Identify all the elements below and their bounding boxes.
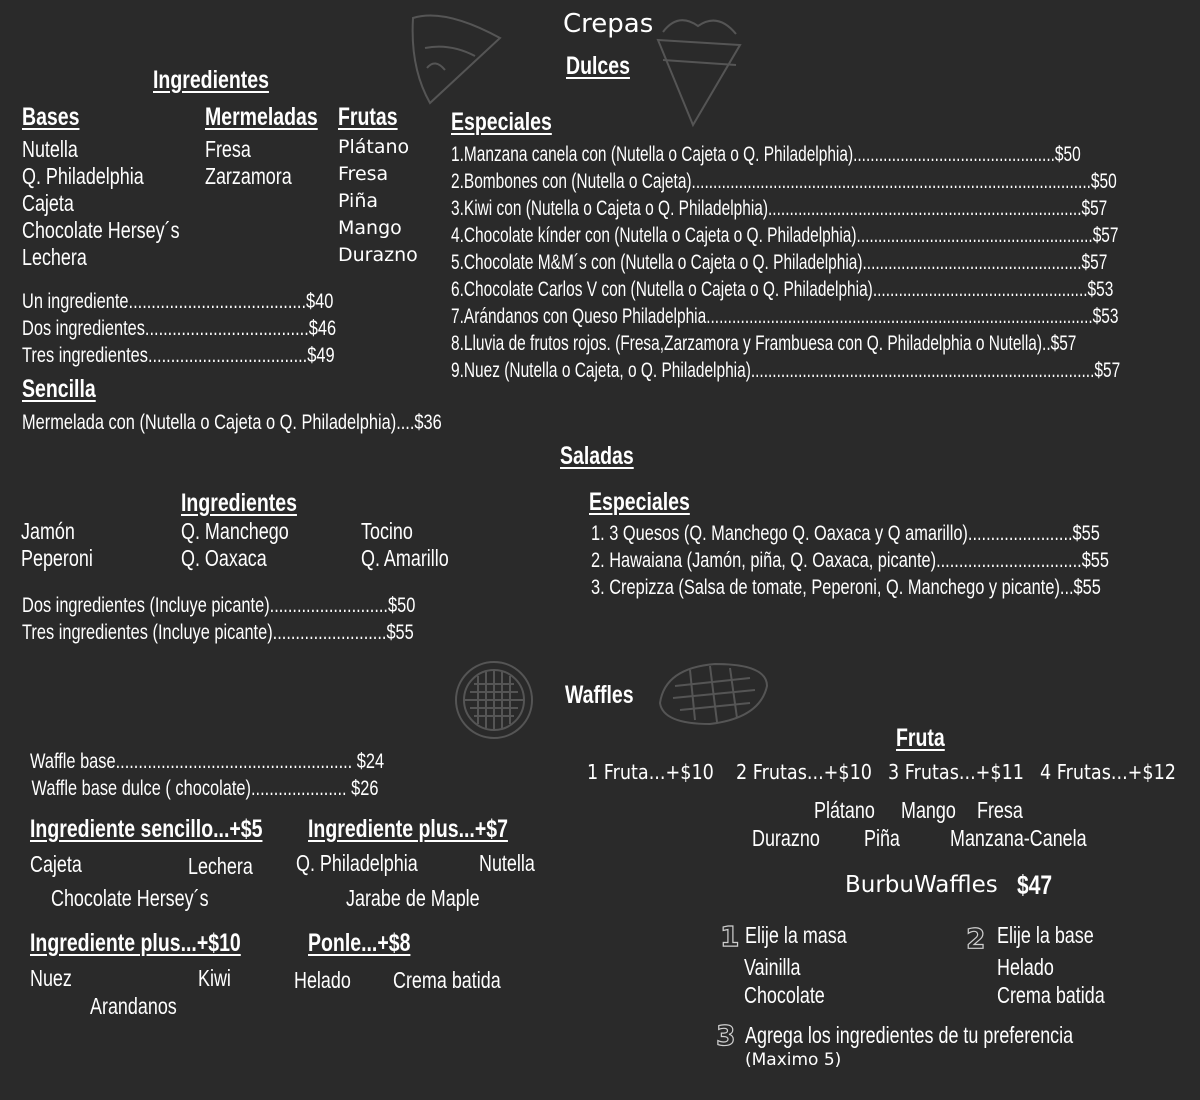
plus7-item: Jarabe de Maple: [346, 885, 480, 911]
frutas-column: [338, 103, 418, 269]
ponle-item: Helado: [294, 967, 351, 993]
step-2-title: Elije la base: [997, 922, 1094, 948]
burbuwaffles-price: $47: [1017, 870, 1053, 900]
fruta-option: Durazno: [752, 825, 820, 851]
burbuwaffles-title: BurbuWaffles: [845, 872, 998, 898]
page-title: Crepas: [563, 9, 654, 39]
base-item: Cajeta: [22, 190, 74, 216]
sencilla-line: Mermelada con (Nutella o Cajeta o Q. Philadelphia)....$36: [22, 411, 442, 434]
fruta-item: Plátano: [338, 136, 410, 158]
sencillo-item: Lechera: [188, 853, 253, 879]
fruta-price: 4 Frutas...+$12: [1040, 760, 1177, 784]
especial-item: 1.Manzana canela con (Nutella o Cajeta o Q. Philadelphia)...............................................$50: [451, 143, 1081, 166]
plus7-item: Nutella: [479, 850, 535, 876]
waffle-base-pricing: [30, 748, 384, 802]
mermeladas-heading: Mermeladas: [205, 103, 318, 131]
salada-ingrediente: Q. Oaxaca: [181, 545, 267, 571]
especial-item: 8.Lluvia de frutos rojos. (Fresa,Zarzamora y Frambuesa con Q. Philadelphia o Nutella)..$57: [451, 332, 1077, 355]
bases-column: [22, 103, 180, 271]
plus10-item: Kiwi: [198, 965, 231, 991]
waffles-heading: Waffles: [565, 681, 634, 709]
fruta-option: Fresa: [977, 797, 1023, 823]
price-line: Waffle base dulce ( chocolate)..................... $26: [31, 777, 379, 800]
ponle-heading: Ponle...+$8: [308, 929, 411, 957]
especial-item: 4.Chocolate kínder con (Nutella o Cajeta o Q. Philadelphia).......................................................$57: [451, 224, 1119, 247]
plus7-item: Q. Philadelphia: [296, 850, 418, 876]
fruta-price: 2 Frutas...+$10: [736, 760, 873, 784]
fruta-item: Fresa: [338, 163, 389, 185]
fruta-option: Plátano: [814, 797, 875, 823]
salada-ingrediente: Jamón: [21, 518, 75, 544]
plus10-item: Nuez: [30, 965, 72, 991]
plus10-heading: Ingrediente plus...+$10: [30, 929, 241, 957]
especial-item: 9.Nuez (Nutella o Cajeta, o Q. Philadelphia)................................................................................$57: [451, 359, 1121, 382]
saladas-especiales-list: [591, 520, 1109, 601]
salada-ingrediente: Q. Amarillo: [361, 545, 449, 571]
dulces-especiales-heading: Especiales: [451, 108, 552, 136]
fruta-option: Mango: [901, 797, 956, 823]
base-item: Lechera: [22, 244, 87, 270]
ponle-item: Crema batida: [393, 967, 501, 993]
especial-item: 6.Chocolate Carlos V con (Nutella o Cajeta o Q. Philadelphia)..................................................$53: [451, 278, 1114, 301]
fruta-item: Durazno: [338, 244, 418, 266]
step-3-title: Agrega los ingredientes de tu preferencia: [745, 1022, 1074, 1048]
saladas-pricing: [22, 592, 415, 646]
especial-item: 5.Chocolate M&M´s con (Nutella o Cajeta o Q. Philadelphia)...................................................$57: [451, 251, 1108, 274]
waffle-round-illustration-icon: [452, 658, 536, 742]
mermelada-item: Fresa: [205, 136, 251, 162]
salada-ingrediente: Peperoni: [21, 545, 93, 571]
especial-item: 1. 3 Quesos (Q. Manchego Q. Oaxaca y Q amarillo).......................$55: [591, 522, 1100, 545]
price-line: Un ingrediente.......................................$40: [22, 290, 334, 313]
base-item: Chocolate Hersey´s: [22, 217, 180, 243]
price-line: Tres ingredientes (Incluye picante).........................$55: [22, 621, 414, 644]
mermelada-item: Zarzamora: [205, 163, 292, 189]
step-2-option: Crema batida: [997, 982, 1105, 1008]
saladas-col2: [181, 518, 289, 572]
plus10-item: Arandanos: [90, 993, 177, 1019]
especial-item: 7.Arándanos con Queso Philadelphia..........................................................................................$53: [451, 305, 1119, 328]
price-line: Dos ingredientes....................................$46: [22, 317, 337, 340]
price-line: Dos ingredientes (Incluye picante)..........................$50: [22, 594, 416, 617]
fruta-price: 3 Frutas...+$11: [888, 760, 1025, 784]
saladas-col3: [361, 518, 449, 572]
dulces-ingredientes-heading: Ingredientes: [153, 66, 269, 94]
mermeladas-column: [205, 103, 318, 190]
step-1-option: Chocolate: [744, 982, 825, 1008]
sencillo-item: Chocolate Hersey´s: [51, 885, 209, 911]
step-1-title: Elije la masa: [745, 922, 847, 948]
fruta-heading: Fruta: [896, 724, 945, 752]
fruta-item: Piña: [338, 190, 379, 212]
especial-item: 3. Crepizza (Salsa de tomate, Peperoni, Q. Manchego y picante)...$55: [591, 576, 1101, 599]
fruta-option: Piña: [864, 825, 900, 851]
step-2-badge-icon: 2: [966, 922, 986, 955]
base-item: Q. Philadelphia: [22, 163, 144, 189]
bases-heading: Bases: [22, 103, 80, 131]
saladas-especiales-heading: Especiales: [589, 488, 690, 516]
step-1-badge-icon: 1: [720, 920, 740, 953]
dulces-heading: Dulces: [566, 52, 630, 80]
salada-ingrediente: Tocino: [361, 518, 413, 544]
fruta-item: Mango: [338, 217, 402, 239]
salada-ingrediente: Q. Manchego: [181, 518, 289, 544]
fruta-option: Manzana-Canela: [950, 825, 1087, 851]
step-1-option: Vainilla: [744, 954, 801, 980]
dulces-pricing: [22, 288, 336, 369]
price-line: Waffle base.................................................... $24: [30, 750, 385, 773]
sencilla-heading: Sencilla: [22, 375, 96, 403]
fruta-price: 1 Fruta...+$10: [587, 760, 714, 784]
especial-item: 2.Bombones con (Nutella o Cajeta).............................................................................................$50: [451, 170, 1117, 193]
waffle-illustration-icon: [655, 658, 775, 730]
especial-item: 3.Kiwi con (Nutella o Cajeta o Q. Philadelphia).........................................................................$57: [451, 197, 1108, 220]
step-3-note: (Maximo 5): [745, 1050, 842, 1070]
step-2-option: Helado: [997, 954, 1054, 980]
saladas-heading: Saladas: [560, 442, 634, 470]
saladas-col1: [21, 518, 93, 572]
frutas-heading: Frutas: [338, 103, 398, 131]
price-line: Tres ingredientes...................................$49: [22, 344, 335, 367]
step-3-badge-icon: 3: [716, 1019, 736, 1052]
sencillo-item: Cajeta: [30, 851, 82, 877]
saladas-ingredientes-heading: Ingredientes: [181, 489, 297, 517]
crepe-illustration-icon: [405, 8, 515, 108]
crepe-cone-illustration-icon: [648, 10, 748, 128]
dulces-especiales-list: [451, 141, 1120, 384]
plus7-heading: Ingrediente plus...+$7: [308, 815, 508, 843]
base-item: Nutella: [22, 136, 78, 162]
especial-item: 2. Hawaiana (Jamón, piña, Q. Oaxaca, picante)................................$55: [591, 549, 1110, 572]
sencillo-heading: Ingrediente sencillo...+$5: [30, 815, 263, 843]
